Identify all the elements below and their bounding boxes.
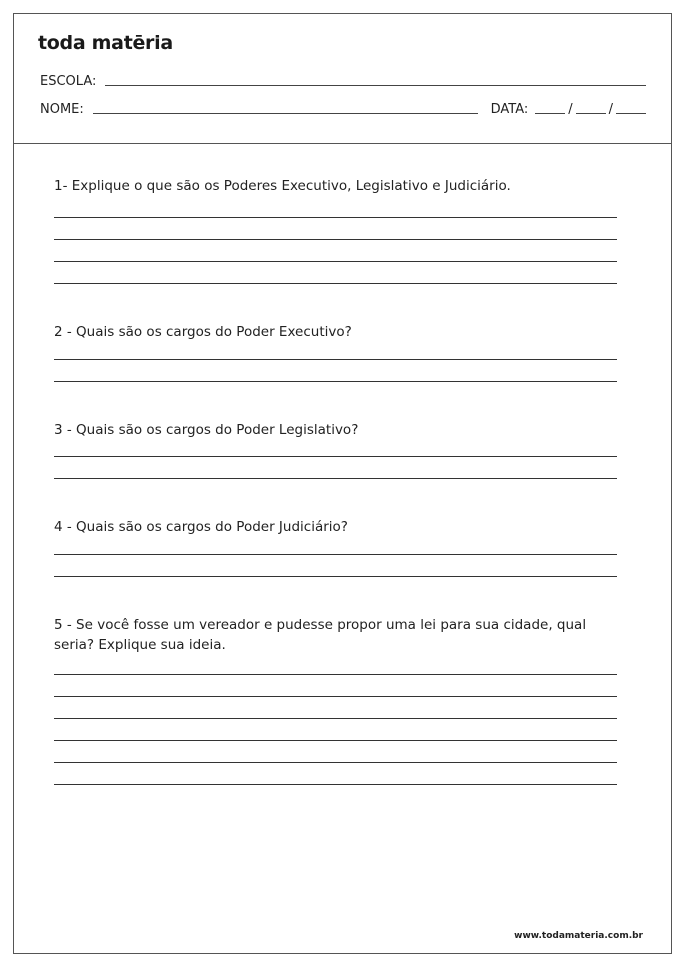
answer-line[interactable] <box>54 239 617 240</box>
date-day-blank[interactable] <box>535 112 565 114</box>
answer-line[interactable] <box>54 261 617 262</box>
name-date-row <box>40 102 646 117</box>
question-3: 3 - Quais são os cargos do Poder Legislativo? <box>54 422 359 438</box>
answer-line[interactable] <box>54 762 617 763</box>
answer-line[interactable] <box>54 576 617 577</box>
question-1: 1- Explique o que são os Poderes Executivo, Legislativo e Judiciário. <box>54 178 511 194</box>
question-4: 4 - Quais são os cargos do Poder Judiciário? <box>54 519 348 535</box>
date-label: DATA: <box>490 102 529 117</box>
answer-line[interactable] <box>54 217 617 218</box>
date-separator: / <box>568 102 573 117</box>
worksheet-page <box>13 13 672 954</box>
answer-line[interactable] <box>54 283 617 284</box>
date-month-blank[interactable] <box>576 112 606 114</box>
answer-line[interactable] <box>54 456 617 457</box>
school-label: ESCOLA: <box>40 74 97 89</box>
answer-line[interactable] <box>54 478 617 479</box>
answer-line[interactable] <box>54 674 617 675</box>
answer-line[interactable] <box>54 718 617 719</box>
answer-line[interactable] <box>54 381 617 382</box>
website-footer: www.todamateria.com.br <box>514 931 643 941</box>
answer-line[interactable] <box>54 784 617 785</box>
header-divider <box>14 143 671 144</box>
school-field[interactable] <box>40 74 646 89</box>
brand-logo: toda matēria <box>38 32 173 54</box>
answer-line[interactable] <box>54 740 617 741</box>
answer-line[interactable] <box>54 554 617 555</box>
date-separator: / <box>608 102 614 117</box>
question-5: 5 - Se você fosse um vereador e pudesse propor uma lei para sua cidade, qual seria? Explique sua ideia. <box>54 617 587 653</box>
date-year-blank[interactable] <box>616 112 646 114</box>
name-blank-line[interactable] <box>93 112 478 114</box>
answer-line[interactable] <box>54 359 617 360</box>
answer-line[interactable] <box>54 696 617 697</box>
question-2: 2 - Quais são os cargos do Poder Executivo? <box>54 324 352 340</box>
school-blank-line[interactable] <box>105 84 646 86</box>
name-label: NOME: <box>40 102 84 117</box>
